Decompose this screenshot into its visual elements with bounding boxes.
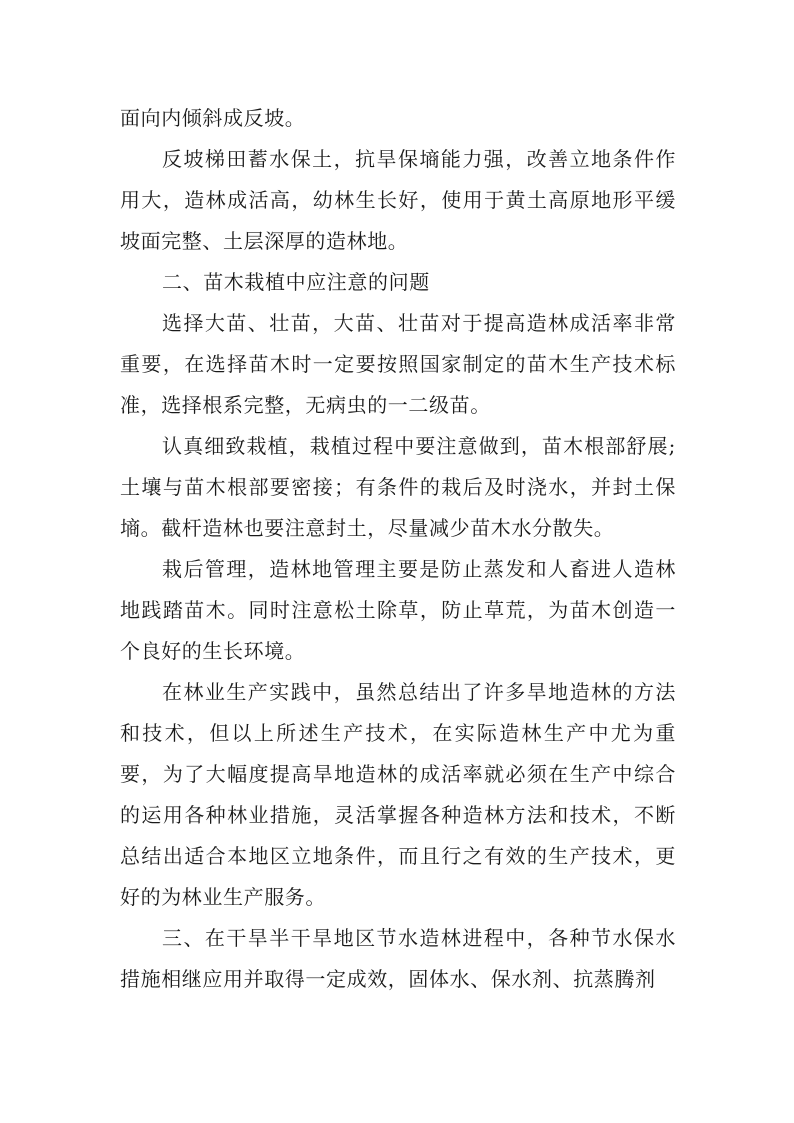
paragraph-careful-planting: 认真细致栽植，栽植过程中要注意做到，苗木根部舒展;土壤与苗木根部要密接；有条件的栽后及时浇水，并封土保墒。截杆造林也要注意封土，尽量减少苗木水分散失。 — [120, 434, 676, 540]
document-body — [120, 98, 676, 1000]
paragraph-continuation: 面向内倾斜成反坡。 — [120, 106, 306, 130]
paragraph-practice-summary: 在林业生产实践中，虽然总结出了许多旱地造林的方法和技术，但以上所述生产技术，在实际造林生产中尤为重要，为了大幅度提高旱地造林的成活率就必须在生产中综合的运用各种林业措施，灵活掌握各种造林方法和技术，不断总结出适合本地区立地条件，而且行之有效的生产技术，更好的为林业生产服务。 — [120, 680, 676, 909]
section-heading-3: 三、在干旱半干旱地区节水造林进程中，各种节水保水措施相继应用并取得一定成效，固体水、保水剂、抗蒸腾剂 — [120, 926, 676, 991]
section-heading-2: 二、苗木栽植中应注意的问题 — [162, 270, 430, 294]
paragraph-reverse-slope-terrace: 反坡梯田蓄水保土，抗旱保墒能力强，改善立地条件作用大，造林成活高，幼林生长好，使用于黄土高原地形平缓坡面完整、土层深厚的造林地。 — [120, 147, 676, 253]
paragraph-post-planting-management: 栽后管理，造林地管理主要是防止蒸发和人畜进人造林地践踏苗木。同时注意松土除草，防止草荒，为苗木创造一个良好的生长环境。 — [120, 557, 676, 663]
paragraph-choose-seedlings: 选择大苗、壮苗，大苗、壮苗对于提高造林成活率非常重要，在选择苗木时一定要按照国家制定的苗木生产技术标准，选择根系完整，无病虫的一二级苗。 — [120, 311, 676, 417]
